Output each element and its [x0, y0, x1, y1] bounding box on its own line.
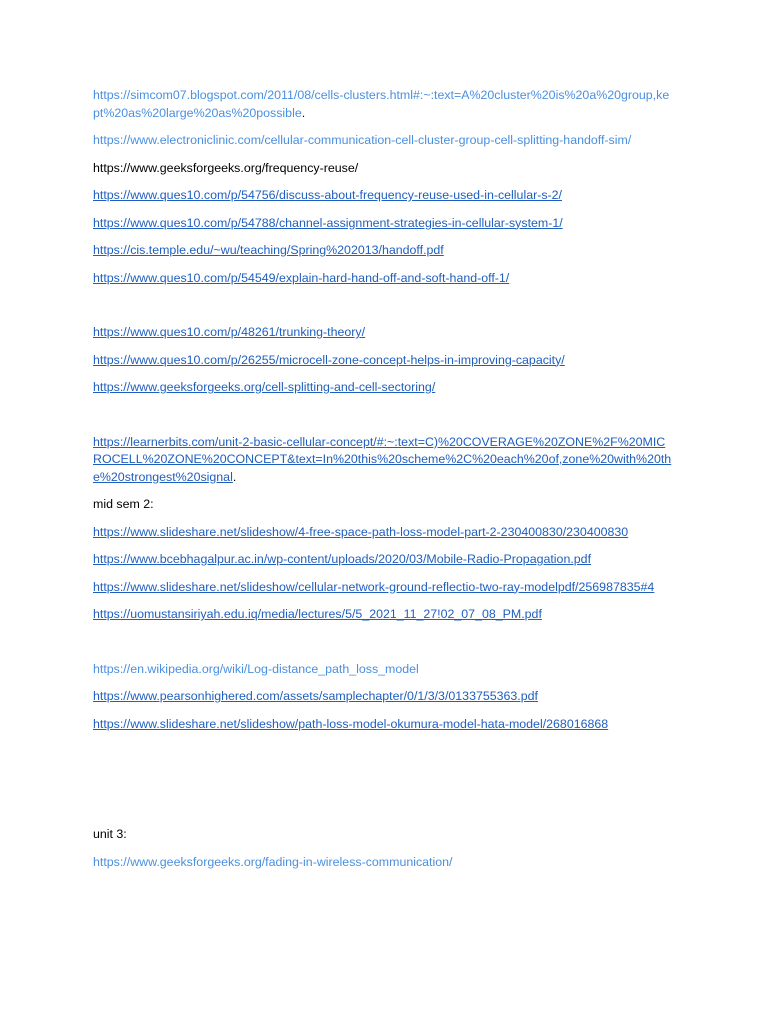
link-gfg-fading[interactable]: https://www.geeksforgeeks.org/fading-in-wireless-communication/ — [93, 854, 453, 869]
link-gfg-cell-splitting[interactable]: https://www.geeksforgeeks.org/cell-splitting-and-cell-sectoring/ — [93, 380, 436, 394]
heading-unit-3 — [93, 826, 673, 844]
link-slideshare-okumura-hata[interactable]: https://www.slideshare.net/slideshow/path-loss-model-okumura-model-hata-model/268016868 — [93, 716, 609, 731]
paragraph-13 — [93, 524, 673, 542]
paragraph-21 — [93, 854, 673, 872]
link-slideshare-two-ray[interactable]: https://www.slideshare.net/slideshow/cellular-network-ground-reflectio-two-ray-modelpdf/256987835#4 — [93, 579, 655, 594]
paragraph-18 — [93, 688, 673, 706]
paragraph-10 — [93, 379, 673, 397]
paragraph-16 — [93, 606, 673, 624]
link-ques10-26255[interactable]: https://www.ques10.com/p/26255/microcell-zone-concept-helps-in-improving-capacity/ — [93, 352, 565, 367]
paragraph-19 — [93, 716, 673, 734]
paragraph-7 — [93, 270, 673, 288]
link-pearsonhighered[interactable]: https://www.pearsonhighered.com/assets/samplechapter/0/1/3/3/0133755363.pdf — [93, 689, 538, 703]
period: . — [301, 105, 306, 120]
link-learnerbits[interactable]: https://learnerbits.com/unit-2-basic-cellular-concept/#:~:text=C)%20COVERAGE%20ZONE%2F%20MICROCELL%20ZONE%20CONCEPT&text=In%20this%20scheme%2C%20each%20of,zone%20with%20the%20strongest%20signal — [93, 434, 672, 484]
paragraph-9 — [93, 352, 673, 370]
paragraph-11 — [93, 434, 673, 487]
link-ques10-54549[interactable]: https://www.ques10.com/p/54549/explain-hard-hand-off-and-soft-hand-off-1/ — [93, 270, 510, 285]
paragraph-1 — [93, 87, 673, 122]
paragraph-15 — [93, 579, 673, 597]
link-temple-handoff[interactable]: https://cis.temple.edu/~wu/teaching/Spring%202013/handoff.pdf — [93, 243, 444, 257]
label-mid-sem-2: mid sem 2: — [93, 497, 154, 511]
paragraph-5 — [93, 215, 673, 233]
paragraph-14 — [93, 551, 673, 569]
paragraph-6 — [93, 242, 673, 260]
paragraph-2 — [93, 132, 673, 150]
link-simcom-clusters[interactable]: https://simcom07.blogspot.com/2011/08/cells-clusters.html#:~:text=A%20cluster%20is%20a%20group,kept%20as%20large%20as%20possible — [93, 88, 670, 120]
link-ques10-54756[interactable]: https://www.ques10.com/p/54756/discuss-about-frequency-reuse-used-in-cellular-s-2/ — [93, 188, 563, 202]
link-uomustansiriyah[interactable]: https://uomustansiriyah.edu.iq/media/lectures/5/5_2021_11_27!02_07_08_PM.pdf — [93, 607, 542, 621]
paragraph-8 — [93, 324, 673, 342]
link-wikipedia-log-distance[interactable]: https://en.wikipedia.org/wiki/Log-distance_path_loss_model — [93, 661, 419, 676]
paragraph-4 — [93, 187, 673, 205]
paragraph-17 — [93, 661, 673, 679]
paragraph-3 — [93, 160, 673, 178]
plain-url-frequency-reuse: https://www.geeksforgeeks.org/frequency-reuse/ — [93, 160, 359, 175]
link-electroniclinic[interactable]: https://www.electroniclinic.com/cellular-communication-cell-cluster-group-cell-splitting-handoff-sim/ — [93, 133, 632, 147]
label-unit-3: unit 3: — [93, 827, 127, 841]
link-bcebhagalpur[interactable]: https://www.bcebhagalpur.ac.in/wp-content/uploads/2020/03/Mobile-Radio-Propagation.pdf — [93, 552, 592, 566]
link-ques10-54788[interactable]: https://www.ques10.com/p/54788/channel-assignment-strategies-in-cellular-system-1/ — [93, 215, 563, 230]
document-body — [93, 87, 673, 871]
heading-mid-sem-2 — [93, 496, 673, 514]
link-slideshare-free-space[interactable]: https://www.slideshare.net/slideshow/4-free-space-path-loss-model-part-2-230400830/230400830 — [93, 524, 629, 539]
link-ques10-48261[interactable]: https://www.ques10.com/p/48261/trunking-theory/ — [93, 325, 366, 339]
period: . — [232, 469, 237, 484]
